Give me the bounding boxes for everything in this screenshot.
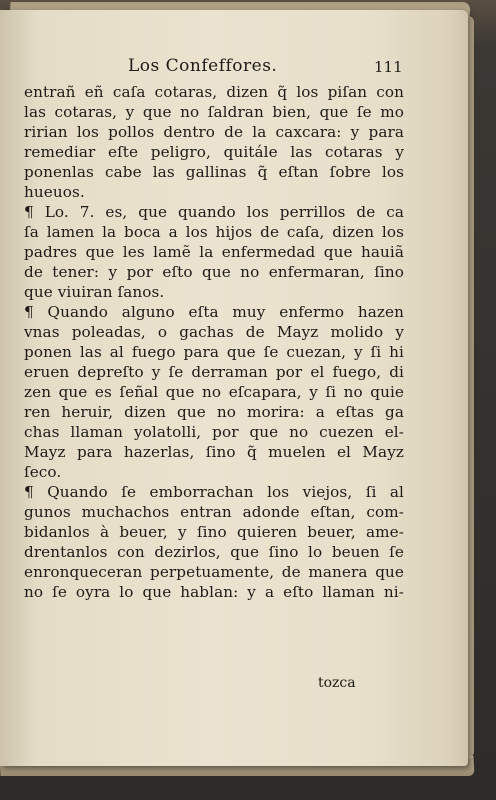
text-line: entrañ eñ caſa cotaras, dizen q̃ los piſan con (24, 83, 404, 101)
text-line: gunos muchachos entran adonde eſtan, com- (24, 503, 404, 521)
text-line: de tener: y por eſto que no enfermaran, ſino (24, 263, 404, 281)
text-line: ¶ Quando ſe emborrachan los viejos, ſi al (24, 483, 404, 501)
text-line: Mayz para hazerlas, ſino q̃ muelen el Mayz (24, 443, 404, 461)
text-line: las cotaras, y que no ſaldran bien, que ſe mo (24, 103, 404, 121)
page-header (24, 52, 404, 82)
text-line: vnas poleadas, o gachas de Mayz molido y (24, 323, 404, 341)
page-text-block (24, 52, 404, 602)
text-line: ¶ Lo. 7. es, que quando los perrillos de ca (24, 203, 404, 221)
text-line: remediar eſte peligro, quitále las cotaras y (24, 143, 404, 161)
text-line: ponenlas cabe las gallinas q̃ eſtan ſobre los (24, 163, 404, 181)
text-line: eruen depreſto y ſe derraman por el fuego, di (24, 363, 404, 381)
running-title: Los Confeffores. (128, 56, 278, 76)
text-line: que viuiran ſanos. (24, 283, 165, 301)
text-line: hueuos. (24, 183, 85, 201)
text-line: padres que les lamẽ la enfermedad que hauiã (24, 243, 404, 261)
text-line: drentanlos con dezirlos, que ſino lo beuen ſe (24, 543, 404, 561)
text-line: enronqueceran perpetuamente, de manera que (24, 563, 404, 581)
text-line: bidanlos à beuer, y ſino quieren beuer, ame- (24, 523, 404, 541)
text-line: ſa lamen la boca a los hijos de caſa, dizen los (24, 223, 404, 241)
text-line: ren heruir, dizen que no morira: a eſtas ga (24, 403, 404, 421)
text-line: ponen las al fuego para que ſe cuezan, y ſi hi (24, 343, 404, 361)
text-line: chas llaman yolatolli, por que no cuezen el- (24, 423, 404, 441)
catchword: tozca (318, 675, 356, 691)
text-line: ſeco. (24, 463, 62, 481)
text-line: no ſe oyra lo que hablan: y a eſto llaman ni- (24, 583, 404, 601)
text-line: zen que es ſeñal que no eſcapara, y ſi no quie (24, 383, 404, 401)
text-line: ¶ Quando alguno eſta muy enfermo hazen (24, 303, 404, 321)
text-line: ririan los pollos dentro de la caxcara: y para (24, 123, 404, 141)
page-number: 111 (374, 58, 403, 76)
